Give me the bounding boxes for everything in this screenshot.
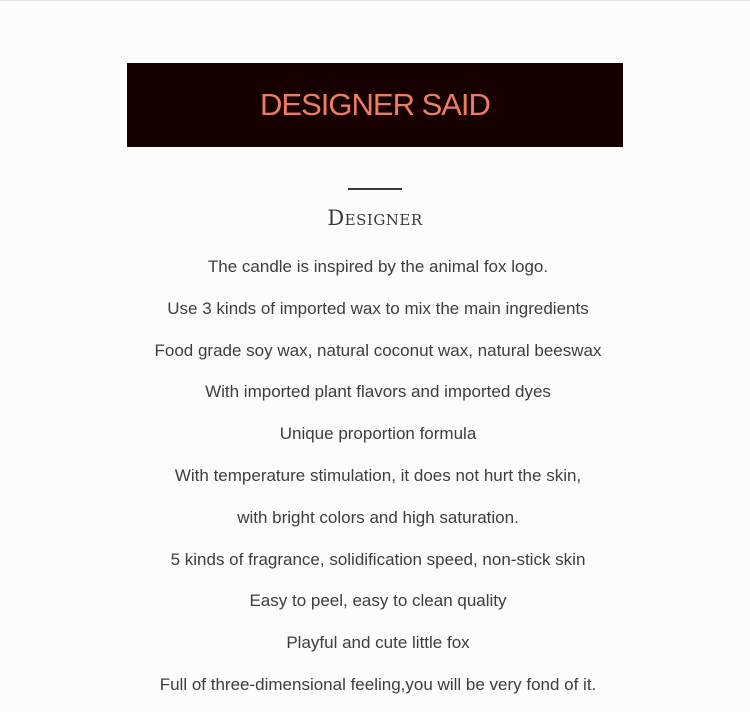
banner-title: DESIGNER SAID [260,87,490,122]
designer-said-banner [127,63,623,147]
section-divider [348,188,402,190]
description-line: with bright colors and high saturation. [237,507,519,527]
description-line: Playful and cute little fox [286,633,470,653]
description-line: Easy to peel, easy to clean quality [249,591,507,611]
description-line: With imported plant flavors and imported dyes [205,382,551,402]
designer-description [0,246,750,706]
description-line: Unique proportion formula [279,424,477,444]
description-line: The candle is inspired by the animal fox logo. [207,257,549,276]
description-line: With temperature stimulation, it does not hurt the skin, [174,465,582,485]
top-divider-line [0,0,750,1]
description-line: Use 3 kinds of imported wax to mix the main ingredients [167,298,589,318]
description-line: Full of three-dimensional feeling,you will be very fond of it. [159,674,597,694]
description-line: 5 kinds of fragrance, solidification speed, non-stick skin [170,549,586,569]
section-heading: Designer [327,206,423,230]
description-line: Food grade soy wax, natural coconut wax, natural beeswax [154,340,602,360]
